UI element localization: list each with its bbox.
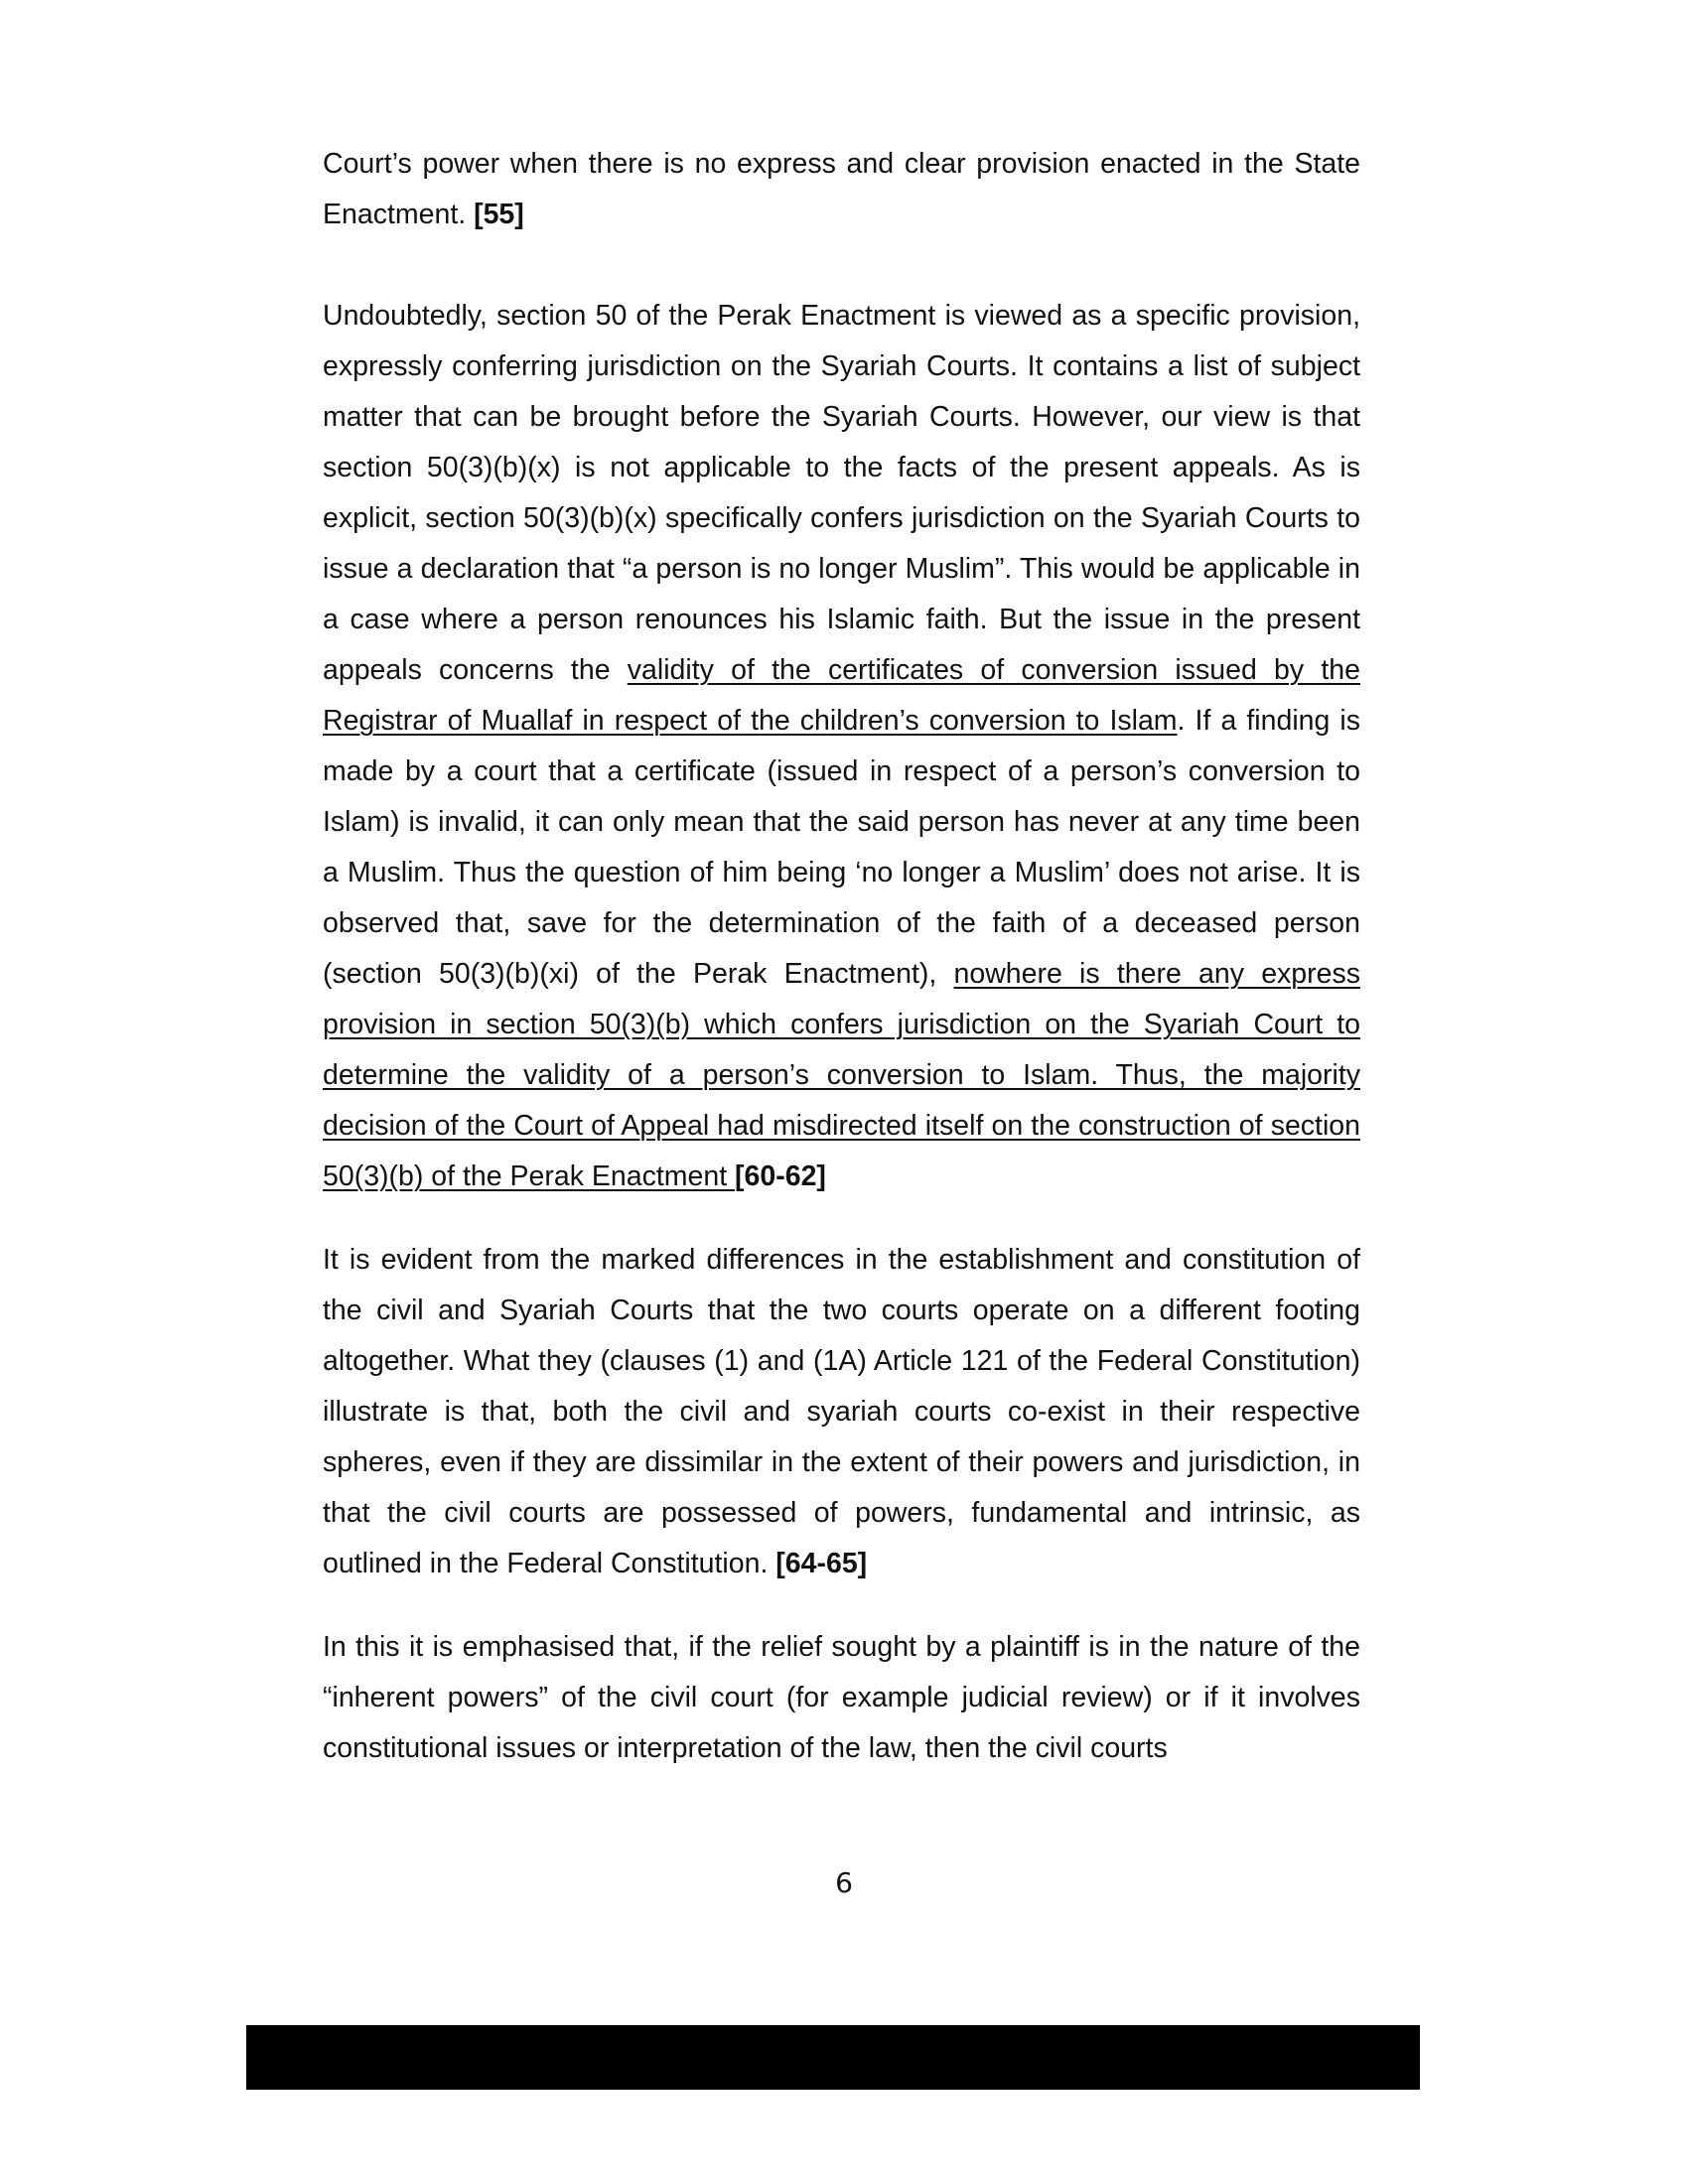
citation-ref: [55] [474, 199, 524, 230]
citation-ref: [64-65] [775, 1548, 868, 1579]
paragraph-4 [323, 1622, 1360, 1774]
paragraph-text: Undoubtedly, section 50 of the Perak Enactment is viewed as a specific provision, expressly conferring jurisdiction on the Syariah Courts. It contains a list of subject matter that can be brought before the Syariah Courts. However, our view is that section 50(3)(b)(x) is not applicable to the facts of the present appeals. As is explicit, section 50(3)(b)(x) specifically confers jurisdiction on the Syariah Courts to issue a declaration that “a person is no longer Muslim”. This would be applicable in a case where a person renounces his Islamic faith. But the issue in the present appeals concerns the [323, 300, 1360, 686]
document-body [323, 139, 1360, 1774]
paragraph-2 [323, 291, 1360, 1202]
paragraph-text: . If a finding is made by a court that a certificate (issued in respect of a person’s conversion to Islam) is invalid, it can only mean that the said person has never at any time been a Muslim. Thus the question of him being ‘no longer a Muslim’ does not arise. It is observed that, save for the determination of the faith of a deceased person (section 50(3)(b)(xi) of the Perak Enactment), [323, 705, 1360, 990]
page-number: 6 [835, 1866, 853, 1899]
redaction-bar [246, 2025, 1420, 2090]
paragraph-text: Court’s power when there is no express and clear provision enacted in the State Enactment. [323, 148, 1360, 230]
paragraph-1 [323, 139, 1360, 240]
citation-ref: [60-62] [735, 1160, 826, 1192]
underlined-text: nowhere is there any express provision in section 50(3)(b) which confers jurisdiction on the Syariah Court to determine the validity of a person’s conversion to Islam. Thus, the majority decision of the Court of Appeal had misdirected itself on the construction of section 50(3)(b) of the Perak Enactment [323, 958, 1360, 1192]
paragraph-3 [323, 1235, 1360, 1589]
paragraph-text: It is evident from the marked differences in the establishment and constitution of the civil and Syariah Courts that the two courts operate on a different footing altogether. What they (clauses (1) and (1A) Article 121 of the Federal Constitution) illustrate is that, both the civil and syariah courts co-exist in their respective spheres, even if they are dissimilar in the extent of their powers and jurisdiction, in that the civil courts are possessed of powers, fundamental and intrinsic, as outlined in the Federal Constitution. [323, 1244, 1360, 1579]
underlined-text: validity of the certificates of conversion issued by the Registrar of Muallaf in respect of the children’s conversion to Islam [323, 654, 1360, 737]
paragraph-text: In this it is emphasised that, if the relief sought by a plaintiff is in the nature of the “inherent powers” of the civil court (for example judicial review) or if it involves constitutional issues or interpretation of the law, then the civil courts [323, 1631, 1360, 1764]
